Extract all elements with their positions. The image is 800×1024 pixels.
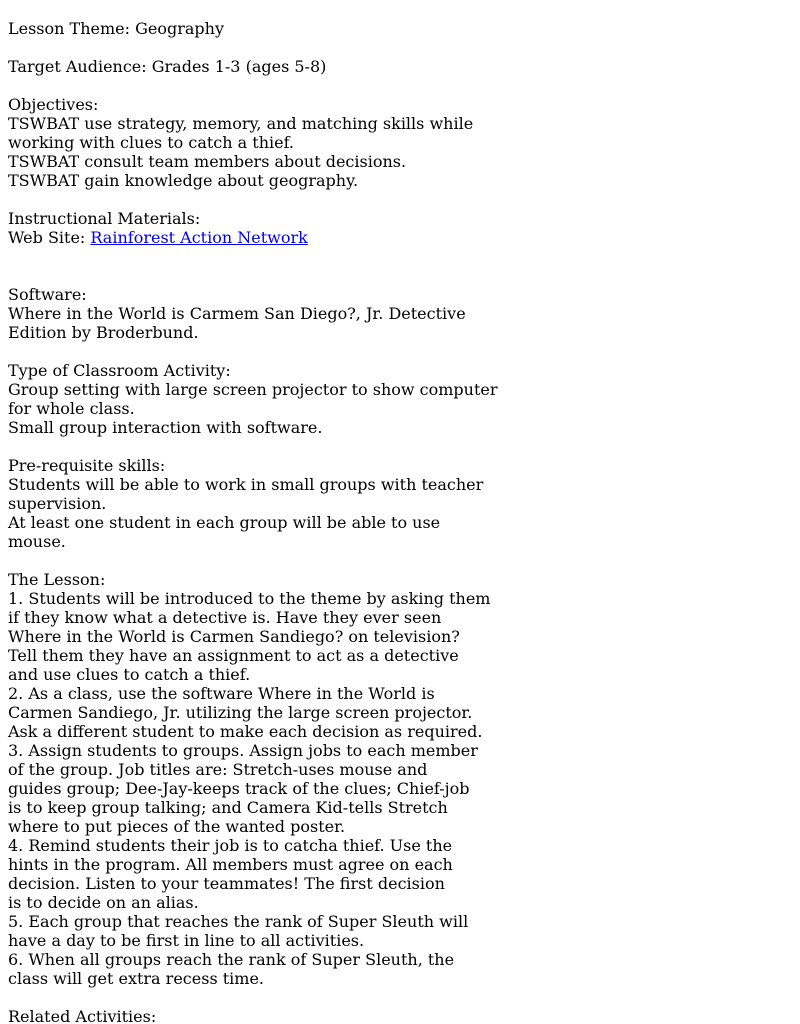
text-line (8, 228, 792, 247)
text-line: and use clues to catch a thief. (8, 665, 251, 684)
text-line: class will get extra recess time. (8, 969, 265, 988)
text-line: Software: (8, 285, 87, 304)
text-line: Students will be able to work in small groups with teacher (8, 475, 484, 494)
text-line: Group setting with large screen projector to show computer (8, 380, 498, 399)
text-line: Ask a different student to make each decision as required. (8, 722, 483, 741)
text-line: Small group interaction with software. (8, 418, 323, 437)
paragraph-the-lesson (8, 570, 792, 988)
text-line: guides group; Dee-Jay-keeps track of the clues; Chief-job (8, 779, 470, 798)
text-line: The Lesson: (8, 570, 106, 589)
text-line: Tell them they have an assignment to act as a detective (8, 646, 459, 665)
text-line: Pre-requisite skills: (8, 456, 166, 475)
text-line: Instructional Materials: (8, 209, 201, 228)
text-line: Related Activities: (8, 1007, 157, 1024)
text-line: decision. Listen to your teammates! The first decision (8, 874, 445, 893)
paragraph-objectives (8, 95, 792, 190)
text-line: hints in the program. All members must agree on each (8, 855, 453, 874)
paragraph-lesson-theme (8, 19, 792, 38)
text-line: Carmen Sandiego, Jr. utilizing the large screen projector. (8, 703, 473, 722)
text-line: TSWBAT consult team members about decisions. (8, 152, 407, 171)
blank-line (8, 266, 792, 285)
paragraph-prerequisite-skills (8, 456, 792, 551)
text-line: Target Audience: Grades 1-3 (ages 5-8) (8, 57, 327, 76)
text-line: Where in the World is Carmen Sandiego? on television? (8, 627, 460, 646)
text-line: 3. Assign students to groups. Assign jobs to each member (8, 741, 478, 760)
text-line: supervision. (8, 494, 107, 513)
paragraph-software (8, 285, 792, 342)
paragraph-target-audience (8, 57, 792, 76)
text-line: Edition by Broderbund. (8, 323, 199, 342)
text-line: 5. Each group that reaches the rank of Super Sleuth will (8, 912, 469, 931)
text-line: 1. Students will be introduced to the theme by asking them (8, 589, 491, 608)
text-line: is to decide on an alias. (8, 893, 199, 912)
paragraph-instructional-materials (8, 209, 792, 247)
text-line: have a day to be first in line to all activities. (8, 931, 365, 950)
text-line: At least one student in each group will be able to use (8, 513, 441, 532)
text-line: TSWBAT gain knowledge about geography. (8, 171, 359, 190)
text-line: where to put pieces of the wanted poster. (8, 817, 346, 836)
text-line: Objectives: (8, 95, 99, 114)
text-line: working with clues to catch a thief. (8, 133, 295, 152)
text-line: is to keep group talking; and Camera Kid-tells Stretch (8, 798, 448, 817)
text-line: Type of Classroom Activity: (8, 361, 231, 380)
text-line: TSWBAT use strategy, memory, and matching skills while (8, 114, 474, 133)
text-line: if they know what a detective is. Have they ever seen (8, 608, 442, 627)
text-line: Where in the World is Carmem San Diego?, Jr. Detective (8, 304, 466, 323)
paragraph-classroom-activity-type (8, 361, 792, 437)
rainforest-action-network-link[interactable]: Rainforest Action Network (90, 228, 308, 247)
text-line: of the group. Job titles are: Stretch-uses mouse and (8, 760, 428, 779)
text-line: Lesson Theme: Geography (8, 19, 224, 38)
link-line-prefix: Web Site: (8, 228, 91, 247)
text-line: for whole class. (8, 399, 135, 418)
text-line: 2. As a class, use the software Where in the World is (8, 684, 435, 703)
text-line: 4. Remind students their job is to catcha thief. Use the (8, 836, 453, 855)
text-line: 6. When all groups reach the rank of Super Sleuth, the (8, 950, 455, 969)
text-line: mouse. (8, 532, 66, 551)
paragraph-related-activities (8, 1007, 792, 1024)
